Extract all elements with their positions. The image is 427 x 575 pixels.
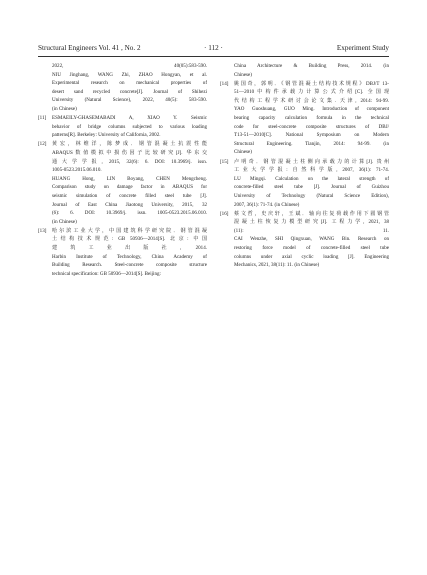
reference-line: desert sand recycled concrete[J]. Journal of Shihezi	[52, 88, 207, 95]
reference-line: (in Chinese)	[52, 105, 77, 112]
reference-line: Experimental research on mechanical properties of	[52, 80, 207, 87]
reference-line: ABAQUS数值模拟中损伤因子比较研究[J]. 华东交	[52, 149, 207, 156]
reference-number: [11]	[38, 115, 47, 122]
reference-text	[52, 140, 207, 226]
header-rule	[38, 56, 389, 57]
reference-line: 通大学学报, 2015, 32(6): 6. DOI: 10.3969/j. issn.	[52, 158, 207, 165]
reference-line: 哈尔滨工业大学，中国建筑科学研究院．钢管混凝	[52, 227, 207, 234]
reference-line: LU Mingqi. Calculation on the lateral strength of	[234, 175, 389, 182]
reference-line: columns under axial cyclic loading [J]. Engineering	[234, 253, 389, 260]
reference-line: T13-51—2010[C]. National Symposium on Modern	[234, 132, 389, 139]
reference-line: 代结构工程学术研讨会论文集. 天津, 2014: 94-99.	[234, 97, 389, 104]
reference-line: 蔡文哲，史庆轩，王斌．轴向往复荷载作用下圆钢管	[234, 210, 389, 217]
reference-line: (6): 6. DOI: 10.3969/j. issn. 1005-0523.2015.06.010.	[52, 210, 207, 217]
reference-line: 建筑工业出版社, 2014.	[52, 244, 207, 251]
running-header	[38, 44, 389, 56]
reference-column-right	[220, 62, 389, 270]
reference-line: CAI Wenzhe, SHI Qingxuan, WANG Bin. Research on	[234, 236, 389, 243]
reference-line: Journal of East China Jiaotong University, 2015, 32	[52, 201, 207, 208]
reference-line: bearing capacity calculation formula in the technical	[234, 115, 389, 122]
reference-number	[220, 62, 234, 79]
reference-line: technical specification: GB 50936—2014[S]. Beijing:	[52, 270, 161, 277]
reference-line: behavior of bridge columns subjected to various loading	[52, 123, 207, 130]
reference-text	[234, 62, 389, 79]
reference-line: Mechanics, 2021, 38(11): 11. (in Chinese)	[234, 262, 320, 269]
reference-line: Structural Engineering. Tianjin, 2014: 94-99. (in	[234, 140, 389, 147]
reference-text	[234, 158, 389, 210]
reference-number	[38, 62, 52, 114]
reference-item	[38, 114, 207, 140]
reference-line: University of Technology (Natural Science Edition),	[234, 192, 389, 199]
reference-line: 卢明奇．钢管混凝土柱侧向承载力的计算[J]. 贵州	[234, 158, 389, 165]
reference-line: Comparison study on damage factor in ABAQUS for	[52, 184, 207, 191]
reference-number: [16]	[220, 210, 229, 217]
reference-number: [12]	[38, 141, 47, 148]
reference-text	[52, 62, 207, 114]
reference-line: China Architecture & Building Press, 2014. (in	[234, 63, 389, 69]
reference-line: ESMAEILY-GHASEMABADI A, XIAO Y. Seismic	[52, 115, 207, 122]
reference-number: [15]	[220, 158, 229, 165]
reference-line: 混凝土柱恢复力模型研究[J]. 工程力学, 2021, 38	[234, 219, 389, 226]
reference-line: 2022, 40(05):583-590.	[52, 63, 207, 69]
reference-text	[234, 210, 389, 270]
reference-item	[38, 227, 207, 279]
reference-text	[234, 80, 389, 157]
reference-number: [13]	[38, 227, 47, 234]
reference-line: concrete-filled steel tube [J]. Journal of Guizhou	[234, 184, 389, 191]
reference-line: 工业大学学报: 自然科学版, 2007, 36(1): 71-74.	[234, 167, 389, 174]
reference-line: seismic simulation of concrete filled steel tube [J].	[52, 192, 207, 199]
reference-number: [14]	[220, 80, 229, 87]
reference-item	[220, 80, 389, 157]
reference-column-left	[38, 62, 207, 279]
reference-line: (11): 11.	[234, 227, 389, 234]
reference-line: (in Chinese)	[52, 218, 77, 225]
reference-line: Harbin Institute of Technology, China Academy of	[52, 253, 207, 260]
reference-item	[38, 140, 207, 226]
reference-line: code for steel-concrete composite structures of DBJ/	[234, 123, 389, 130]
reference-item	[220, 210, 389, 270]
page-number: · 112 ·	[204, 44, 223, 52]
reference-line: 黄宏，林维洋，陈梦成．钢管混凝土抗震性能	[52, 141, 207, 148]
reference-line: 51—2010中构件承载力计算公式介绍[C]. 全国现	[234, 89, 389, 96]
reference-line: NIU Jinghang, WANG Zhi, ZHAO Hongyan, et al.	[52, 71, 207, 78]
reference-line: 1005-0523.2015.06.010.	[52, 167, 102, 174]
journal-title: Structural Engineers Vol. 41 , No. 2	[38, 44, 141, 52]
reference-item	[220, 158, 389, 210]
reference-line: Chinese)	[234, 149, 252, 156]
reference-line: patterns[R]. Berkeley: University of California, 2002.	[52, 132, 161, 139]
reference-line: YAO Guoshuang, GUO Ming. Introduction of component	[234, 106, 389, 113]
section-title: Experiment Study	[336, 44, 389, 52]
reference-line: 姚国奇，郭明．《钢管混凝土结构技术规程》DBJ/T 13-	[234, 80, 389, 87]
reference-line: Building Research. Steel-concrete composite structure	[52, 262, 207, 269]
reference-line: Chinese)	[234, 71, 252, 78]
reference-line: 2007, 36(1): 71-74. (in Chinese)	[234, 201, 300, 208]
reference-item	[38, 62, 207, 114]
reference-line: University (Natural Science), 2022, 40(5): 583-590.	[52, 97, 207, 104]
reference-item	[220, 62, 389, 79]
reference-text	[52, 227, 207, 279]
reference-text	[52, 114, 207, 140]
reference-line: HUANG Hong, LIN Boyang, CHEN Mengcheng.	[52, 175, 207, 182]
reference-line: 土结构技术规范: GB 50936—2014[S]. 北京: 中国	[52, 236, 207, 243]
reference-line: restoring force model of concrete-filled steel tube	[234, 244, 389, 251]
